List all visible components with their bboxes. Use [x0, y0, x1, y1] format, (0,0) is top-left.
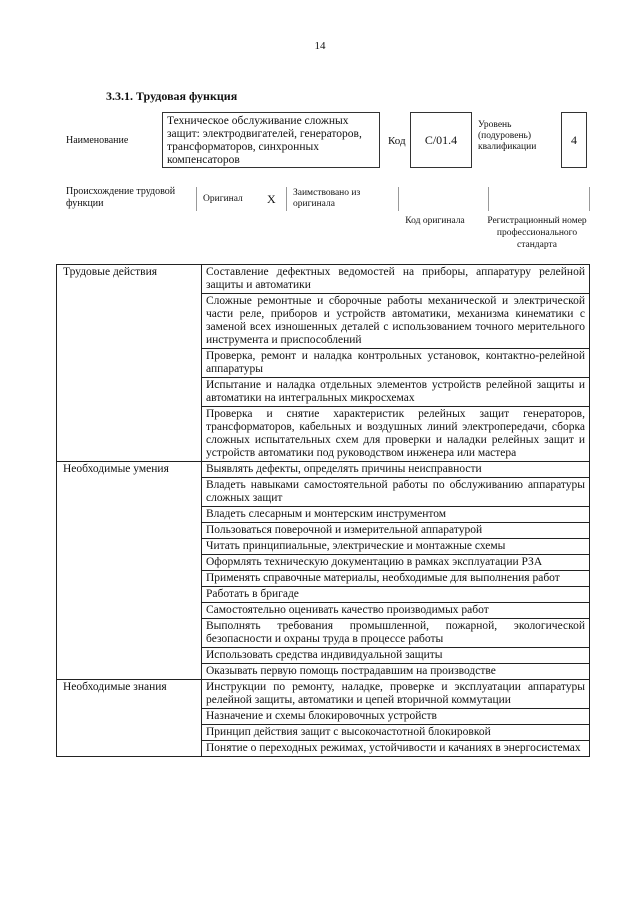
section-item: Выполнять требования промышленной, пожарной, экологической безопасности и охраны труда в процессе работы	[202, 619, 590, 648]
section-item: Владеть навыками самостоятельной работы по обслуживанию аппаратуры сложных защит	[202, 478, 590, 507]
code-original-cell	[398, 187, 488, 211]
reg-number-cell	[488, 187, 590, 211]
table-row	[57, 680, 590, 709]
section-item: Работать в бригаде	[202, 587, 590, 603]
borrowed-label: Заимствовано из оригинала	[286, 187, 398, 211]
section-title: 3.3.1. Трудовая функция	[106, 89, 238, 103]
section-item: Использовать средства индивидуальной защиты	[202, 648, 590, 664]
original-label: Оригинал	[203, 194, 243, 204]
section-item: Самостоятельно оценивать качество производимых работ	[202, 603, 590, 619]
section-item: Оказывать первую помощь пострадавшим на производстве	[202, 664, 590, 680]
section-item: Читать принципиальные, электрические и монтажные схемы	[202, 539, 590, 555]
section-item: Понятие о переходных режимах, устойчивости и качаниях в энергосистемах	[202, 741, 590, 757]
function-name-box: Техническое обслуживание сложных защит: электродвигателей, генераторов, трансформаторов, синхронных компенсаторов	[162, 112, 380, 168]
section-category: Необходимые знания	[57, 680, 202, 757]
original-cell	[196, 187, 286, 211]
section-item: Составление дефектных ведомостей на приборы, аппаратуру релейной защиты и автоматики	[202, 265, 590, 294]
section-item: Сложные ремонтные и сборочные работы механической и электрической части реле, приборов и устройств автоматики, механизма кинематики с заменой всех изношенных деталей с использованием точного мерительного инструмента и приспособлений	[202, 294, 590, 349]
name-label: Наименование	[66, 135, 129, 146]
table-row	[57, 462, 590, 478]
section-category: Трудовые действия	[57, 265, 202, 462]
section-item: Принцип действия защит с высокочастотной блокировкой	[202, 725, 590, 741]
section-item: Проверка и снятие характеристик релейных защит генераторов, трансформаторов, кабельных и воздушных линий электропередачи, сборка сложных испытательных схем для проверки и наладки релейных защит и устройств автоматики под руководством инженера или мастера	[202, 407, 590, 462]
origin-label: Происхождение трудовой функции	[66, 186, 176, 209]
code-original-label: Код оригинала	[405, 216, 465, 226]
origin-row	[196, 187, 590, 211]
section-item: Проверка, ремонт и наладка контрольных установок, контактно-релейной аппаратуры	[202, 349, 590, 378]
level-label: Уровень (подуровень) квалификации	[478, 120, 537, 152]
section-category: Необходимые умения	[57, 462, 202, 680]
function-table-body	[57, 265, 590, 757]
section-item: Назначение и схемы блокировочных устройств	[202, 709, 590, 725]
section-item: Пользоваться поверочной и измерительной аппаратурой	[202, 523, 590, 539]
section-item: Оформлять техническую документацию в рамках эксплуатации РЗА	[202, 555, 590, 571]
code-value-box: С/01.4	[410, 112, 472, 168]
table-row	[57, 265, 590, 294]
code-label: Код	[388, 135, 406, 147]
level-value-box: 4	[561, 112, 587, 168]
reg-number-label: Регистрационный номер профессионального стандарта	[487, 216, 587, 250]
section-item: Владеть слесарным и монтерским инструментом	[202, 507, 590, 523]
section-item: Применять справочные материалы, необходимые для выполнения работ	[202, 571, 590, 587]
section-item: Инструкции по ремонту, наладке, проверке и эксплуатации аппаратуры релейной защиты, автоматики и цепей вторичной коммутации	[202, 680, 590, 709]
original-mark: X	[267, 192, 276, 206]
function-table	[56, 264, 590, 757]
page-number: 14	[314, 40, 326, 52]
section-item: Испытание и наладка отдельных элементов устройств релейной защиты и автоматики на интегральных микросхемах	[202, 378, 590, 407]
section-item: Выявлять дефекты, определять причины неисправности	[202, 462, 590, 478]
